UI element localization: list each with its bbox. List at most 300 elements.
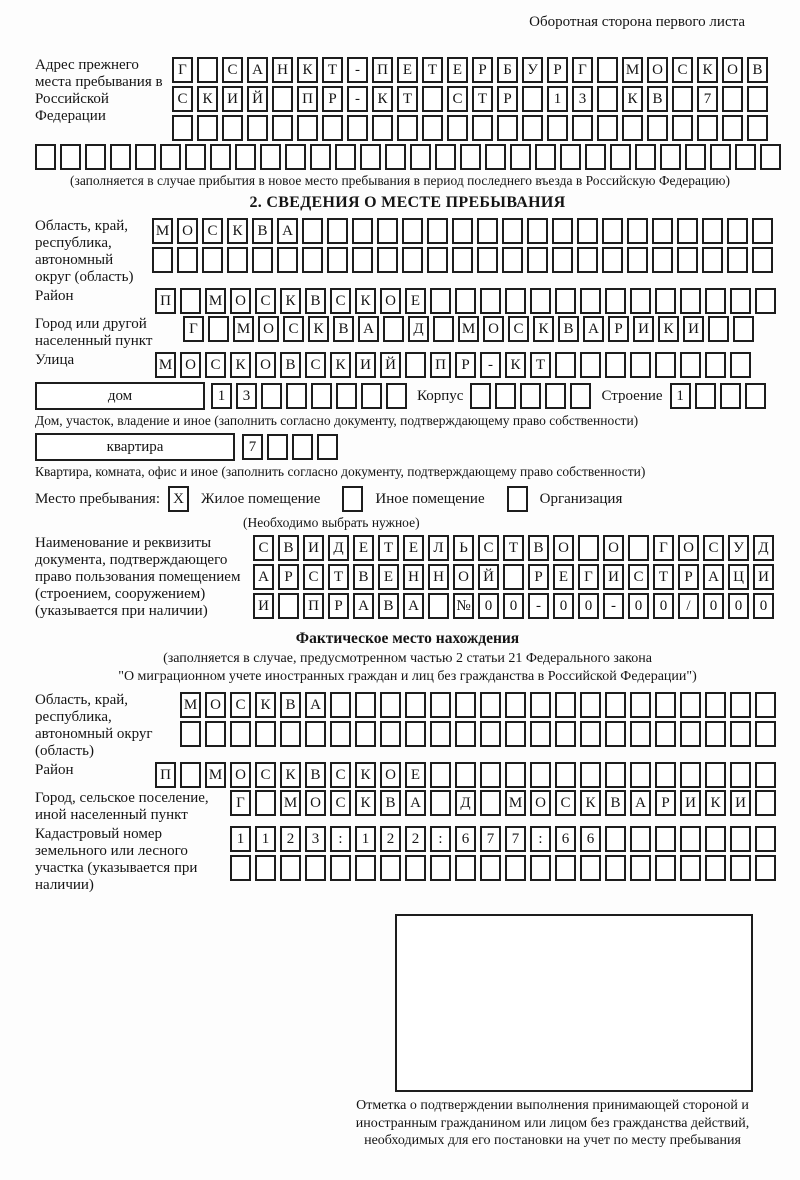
char-cell[interactable] [680, 288, 701, 314]
char-cell[interactable] [480, 790, 501, 816]
char-cell[interactable] [602, 247, 623, 273]
char-cell[interactable] [477, 247, 498, 273]
char-cell[interactable]: П [430, 352, 451, 378]
char-cell[interactable] [735, 144, 756, 170]
char-cell[interactable] [580, 692, 601, 718]
char-cell[interactable]: М [152, 218, 173, 244]
char-cell[interactable] [480, 288, 501, 314]
char-cell[interactable] [427, 247, 448, 273]
char-cell[interactable] [327, 218, 348, 244]
char-cell[interactable]: Р [655, 790, 676, 816]
char-cell[interactable] [545, 383, 566, 409]
char-cell[interactable] [680, 826, 701, 852]
char-cell[interactable]: В [747, 57, 768, 83]
char-cell[interactable] [430, 790, 451, 816]
char-cell[interactable] [360, 144, 381, 170]
char-cell[interactable] [730, 762, 751, 788]
char-cell[interactable] [680, 352, 701, 378]
char-cell[interactable] [280, 855, 301, 881]
char-cell[interactable]: С [628, 564, 649, 590]
char-cell[interactable] [597, 86, 618, 112]
char-cell[interactable]: К [705, 790, 726, 816]
char-cell[interactable]: К [355, 762, 376, 788]
char-cell[interactable]: М [505, 790, 526, 816]
char-cell[interactable]: А [277, 218, 298, 244]
char-cell[interactable] [502, 247, 523, 273]
char-cell[interactable] [560, 144, 581, 170]
char-cell[interactable] [722, 86, 743, 112]
char-cell[interactable]: С [508, 316, 529, 342]
char-cell[interactable] [261, 383, 282, 409]
char-cell[interactable] [605, 826, 626, 852]
char-cell[interactable] [505, 762, 526, 788]
char-cell[interactable]: С [222, 57, 243, 83]
char-cell[interactable] [547, 115, 568, 141]
char-cell[interactable]: М [155, 352, 176, 378]
char-cell[interactable] [180, 288, 201, 314]
char-cell[interactable] [630, 721, 651, 747]
char-cell[interactable] [185, 144, 206, 170]
char-cell[interactable] [628, 535, 649, 561]
char-cell[interactable] [622, 115, 643, 141]
char-cell[interactable] [330, 692, 351, 718]
char-cell[interactable]: 1 [211, 383, 232, 409]
char-cell[interactable] [422, 86, 443, 112]
char-cell[interactable]: К [280, 762, 301, 788]
char-cell[interactable] [647, 115, 668, 141]
char-cell[interactable] [722, 115, 743, 141]
char-cell[interactable] [135, 144, 156, 170]
char-cell[interactable] [361, 383, 382, 409]
char-cell[interactable]: Й [380, 352, 401, 378]
char-cell[interactable] [197, 57, 218, 83]
char-cell[interactable] [522, 86, 543, 112]
char-cell[interactable]: : [330, 826, 351, 852]
char-cell[interactable] [730, 692, 751, 718]
checkbox-other-premises[interactable] [342, 486, 363, 512]
char-cell[interactable]: Е [447, 57, 468, 83]
char-cell[interactable] [755, 855, 776, 881]
char-cell[interactable]: С [255, 288, 276, 314]
char-cell[interactable]: Т [472, 86, 493, 112]
char-cell[interactable] [577, 247, 598, 273]
char-cell[interactable] [677, 218, 698, 244]
char-cell[interactable] [222, 115, 243, 141]
char-cell[interactable] [655, 855, 676, 881]
char-cell[interactable] [347, 115, 368, 141]
apartment-type-cell[interactable]: квартира [35, 433, 235, 461]
char-cell[interactable]: Й [247, 86, 268, 112]
char-cell[interactable] [311, 383, 332, 409]
char-cell[interactable]: Т [397, 86, 418, 112]
char-cell[interactable] [277, 247, 298, 273]
char-cell[interactable] [747, 86, 768, 112]
char-cell[interactable] [455, 721, 476, 747]
char-cell[interactable] [530, 721, 551, 747]
char-cell[interactable] [430, 762, 451, 788]
char-cell[interactable] [730, 288, 751, 314]
char-cell[interactable] [172, 115, 193, 141]
char-cell[interactable]: А [253, 564, 274, 590]
char-cell[interactable] [660, 144, 681, 170]
char-cell[interactable] [680, 762, 701, 788]
char-cell[interactable]: В [305, 762, 326, 788]
char-cell[interactable]: И [680, 790, 701, 816]
char-cell[interactable]: С [555, 790, 576, 816]
char-cell[interactable] [497, 115, 518, 141]
char-cell[interactable] [255, 790, 276, 816]
char-cell[interactable] [630, 352, 651, 378]
char-cell[interactable]: Е [405, 288, 426, 314]
char-cell[interactable] [580, 855, 601, 881]
char-cell[interactable]: К [197, 86, 218, 112]
char-cell[interactable] [405, 855, 426, 881]
char-cell[interactable] [352, 218, 373, 244]
char-cell[interactable] [252, 247, 273, 273]
char-cell[interactable]: В [305, 288, 326, 314]
char-cell[interactable] [677, 247, 698, 273]
char-cell[interactable]: О [230, 762, 251, 788]
char-cell[interactable]: 7 [505, 826, 526, 852]
char-cell[interactable] [630, 762, 651, 788]
char-cell[interactable]: В [558, 316, 579, 342]
char-cell[interactable] [502, 218, 523, 244]
char-cell[interactable]: И [683, 316, 704, 342]
char-cell[interactable]: О [180, 352, 201, 378]
char-cell[interactable]: С [172, 86, 193, 112]
char-cell[interactable] [705, 762, 726, 788]
char-cell[interactable]: Т [422, 57, 443, 83]
char-cell[interactable] [610, 144, 631, 170]
char-cell[interactable] [302, 247, 323, 273]
char-cell[interactable] [336, 383, 357, 409]
char-cell[interactable] [760, 144, 781, 170]
char-cell[interactable]: И [303, 535, 324, 561]
char-cell[interactable]: А [403, 593, 424, 619]
char-cell[interactable] [208, 316, 229, 342]
char-cell[interactable] [427, 218, 448, 244]
char-cell[interactable]: - [603, 593, 624, 619]
char-cell[interactable] [655, 692, 676, 718]
char-cell[interactable]: М [280, 790, 301, 816]
char-cell[interactable] [705, 288, 726, 314]
char-cell[interactable] [330, 855, 351, 881]
char-cell[interactable]: С [330, 762, 351, 788]
char-cell[interactable] [292, 434, 313, 460]
char-cell[interactable] [510, 144, 531, 170]
char-cell[interactable] [755, 790, 776, 816]
char-cell[interactable]: А [305, 692, 326, 718]
char-cell[interactable]: 2 [405, 826, 426, 852]
char-cell[interactable]: Н [272, 57, 293, 83]
char-cell[interactable] [527, 218, 548, 244]
char-cell[interactable] [585, 144, 606, 170]
char-cell[interactable]: Ь [453, 535, 474, 561]
char-cell[interactable]: 0 [628, 593, 649, 619]
char-cell[interactable]: Т [653, 564, 674, 590]
char-cell[interactable] [278, 593, 299, 619]
char-cell[interactable]: П [297, 86, 318, 112]
char-cell[interactable]: Д [753, 535, 774, 561]
char-cell[interactable] [380, 721, 401, 747]
char-cell[interactable] [272, 86, 293, 112]
char-cell[interactable] [352, 247, 373, 273]
char-cell[interactable] [430, 692, 451, 718]
char-cell[interactable]: К [372, 86, 393, 112]
char-cell[interactable] [605, 352, 626, 378]
char-cell[interactable]: В [605, 790, 626, 816]
char-cell[interactable]: М [205, 762, 226, 788]
char-cell[interactable]: Й [478, 564, 499, 590]
char-cell[interactable]: И [253, 593, 274, 619]
char-cell[interactable]: К [255, 692, 276, 718]
char-cell[interactable]: К [330, 352, 351, 378]
char-cell[interactable] [605, 762, 626, 788]
char-cell[interactable] [727, 218, 748, 244]
char-cell[interactable] [580, 721, 601, 747]
char-cell[interactable] [202, 247, 223, 273]
char-cell[interactable]: П [303, 593, 324, 619]
char-cell[interactable]: Т [530, 352, 551, 378]
char-cell[interactable] [730, 352, 751, 378]
char-cell[interactable]: № [453, 593, 474, 619]
char-cell[interactable] [597, 115, 618, 141]
char-cell[interactable] [177, 247, 198, 273]
char-cell[interactable] [355, 692, 376, 718]
char-cell[interactable]: Р [455, 352, 476, 378]
char-cell[interactable]: О [722, 57, 743, 83]
char-cell[interactable] [455, 855, 476, 881]
char-cell[interactable] [522, 115, 543, 141]
char-cell[interactable] [755, 692, 776, 718]
char-cell[interactable] [672, 86, 693, 112]
char-cell[interactable]: О [647, 57, 668, 83]
char-cell[interactable] [383, 316, 404, 342]
char-cell[interactable] [455, 692, 476, 718]
char-cell[interactable] [477, 218, 498, 244]
char-cell[interactable]: О [255, 352, 276, 378]
char-cell[interactable]: 0 [753, 593, 774, 619]
char-cell[interactable] [552, 247, 573, 273]
char-cell[interactable] [480, 692, 501, 718]
char-cell[interactable] [255, 721, 276, 747]
char-cell[interactable]: 0 [503, 593, 524, 619]
char-cell[interactable]: 6 [555, 826, 576, 852]
char-cell[interactable]: А [583, 316, 604, 342]
char-cell[interactable] [380, 692, 401, 718]
char-cell[interactable] [555, 692, 576, 718]
char-cell[interactable]: У [728, 535, 749, 561]
char-cell[interactable]: В [380, 790, 401, 816]
char-cell[interactable] [377, 218, 398, 244]
char-cell[interactable]: В [280, 692, 301, 718]
char-cell[interactable]: К [355, 790, 376, 816]
char-cell[interactable] [705, 855, 726, 881]
char-cell[interactable]: 1 [355, 826, 376, 852]
char-cell[interactable]: 2 [380, 826, 401, 852]
char-cell[interactable]: 7 [242, 434, 263, 460]
char-cell[interactable]: В [378, 593, 399, 619]
char-cell[interactable]: - [528, 593, 549, 619]
char-cell[interactable] [755, 826, 776, 852]
char-cell[interactable] [470, 383, 491, 409]
char-cell[interactable] [380, 855, 401, 881]
char-cell[interactable]: К [280, 288, 301, 314]
char-cell[interactable] [402, 218, 423, 244]
char-cell[interactable]: М [205, 288, 226, 314]
char-cell[interactable]: 7 [697, 86, 718, 112]
char-cell[interactable] [655, 826, 676, 852]
char-cell[interactable]: У [522, 57, 543, 83]
char-cell[interactable]: Т [328, 564, 349, 590]
char-cell[interactable] [580, 352, 601, 378]
char-cell[interactable]: О [305, 790, 326, 816]
char-cell[interactable]: : [430, 826, 451, 852]
char-cell[interactable]: М [458, 316, 479, 342]
char-cell[interactable]: В [353, 564, 374, 590]
char-cell[interactable] [247, 115, 268, 141]
char-cell[interactable] [527, 247, 548, 273]
char-cell[interactable]: Р [322, 86, 343, 112]
char-cell[interactable]: 0 [578, 593, 599, 619]
char-cell[interactable]: С [305, 352, 326, 378]
char-cell[interactable]: 0 [728, 593, 749, 619]
char-cell[interactable] [627, 218, 648, 244]
char-cell[interactable]: 6 [455, 826, 476, 852]
char-cell[interactable] [530, 855, 551, 881]
char-cell[interactable]: И [753, 564, 774, 590]
char-cell[interactable] [60, 144, 81, 170]
char-cell[interactable] [627, 247, 648, 273]
char-cell[interactable]: М [622, 57, 643, 83]
char-cell[interactable]: 3 [236, 383, 257, 409]
char-cell[interactable] [495, 383, 516, 409]
char-cell[interactable] [455, 762, 476, 788]
char-cell[interactable]: Г [653, 535, 674, 561]
char-cell[interactable]: С [478, 535, 499, 561]
char-cell[interactable] [355, 721, 376, 747]
char-cell[interactable] [755, 762, 776, 788]
char-cell[interactable] [435, 144, 456, 170]
char-cell[interactable] [205, 721, 226, 747]
char-cell[interactable] [402, 247, 423, 273]
char-cell[interactable] [255, 855, 276, 881]
char-cell[interactable]: К [505, 352, 526, 378]
char-cell[interactable]: А [353, 593, 374, 619]
char-cell[interactable]: К [580, 790, 601, 816]
char-cell[interactable] [535, 144, 556, 170]
char-cell[interactable]: Т [503, 535, 524, 561]
char-cell[interactable] [405, 692, 426, 718]
char-cell[interactable] [397, 115, 418, 141]
char-cell[interactable] [460, 144, 481, 170]
char-cell[interactable] [452, 218, 473, 244]
char-cell[interactable] [485, 144, 506, 170]
char-cell[interactable] [272, 115, 293, 141]
char-cell[interactable] [505, 692, 526, 718]
char-cell[interactable] [705, 721, 726, 747]
char-cell[interactable] [180, 721, 201, 747]
char-cell[interactable] [210, 144, 231, 170]
char-cell[interactable] [35, 144, 56, 170]
char-cell[interactable]: С [303, 564, 324, 590]
char-cell[interactable]: Р [528, 564, 549, 590]
char-cell[interactable]: А [630, 790, 651, 816]
char-cell[interactable]: Г [578, 564, 599, 590]
char-cell[interactable]: Г [172, 57, 193, 83]
char-cell[interactable]: О [205, 692, 226, 718]
char-cell[interactable]: 0 [478, 593, 499, 619]
char-cell[interactable]: Ц [728, 564, 749, 590]
char-cell[interactable] [652, 218, 673, 244]
char-cell[interactable] [305, 855, 326, 881]
char-cell[interactable] [708, 316, 729, 342]
char-cell[interactable] [235, 144, 256, 170]
char-cell[interactable] [447, 115, 468, 141]
char-cell[interactable] [710, 144, 731, 170]
char-cell[interactable]: 1 [670, 383, 691, 409]
char-cell[interactable]: И [730, 790, 751, 816]
char-cell[interactable] [230, 721, 251, 747]
char-cell[interactable] [410, 144, 431, 170]
char-cell[interactable]: О [603, 535, 624, 561]
char-cell[interactable] [280, 721, 301, 747]
char-cell[interactable] [577, 218, 598, 244]
char-cell[interactable]: О [380, 762, 401, 788]
char-cell[interactable] [520, 383, 541, 409]
char-cell[interactable]: М [180, 692, 201, 718]
char-cell[interactable]: И [355, 352, 376, 378]
char-cell[interactable] [285, 144, 306, 170]
char-cell[interactable]: К [355, 288, 376, 314]
char-cell[interactable]: К [622, 86, 643, 112]
char-cell[interactable] [322, 115, 343, 141]
char-cell[interactable] [422, 115, 443, 141]
char-cell[interactable]: 1 [547, 86, 568, 112]
char-cell[interactable]: А [358, 316, 379, 342]
char-cell[interactable]: И [603, 564, 624, 590]
char-cell[interactable]: 3 [305, 826, 326, 852]
char-cell[interactable] [330, 721, 351, 747]
char-cell[interactable]: И [633, 316, 654, 342]
char-cell[interactable]: Р [547, 57, 568, 83]
char-cell[interactable] [260, 144, 281, 170]
char-cell[interactable]: С [283, 316, 304, 342]
char-cell[interactable] [605, 855, 626, 881]
char-cell[interactable] [405, 721, 426, 747]
char-cell[interactable] [602, 218, 623, 244]
char-cell[interactable] [680, 692, 701, 718]
char-cell[interactable] [430, 288, 451, 314]
char-cell[interactable]: И [222, 86, 243, 112]
char-cell[interactable] [385, 144, 406, 170]
char-cell[interactable] [160, 144, 181, 170]
char-cell[interactable]: Б [497, 57, 518, 83]
char-cell[interactable] [503, 564, 524, 590]
char-cell[interactable] [355, 855, 376, 881]
char-cell[interactable] [335, 144, 356, 170]
char-cell[interactable] [428, 593, 449, 619]
char-cell[interactable]: Т [378, 535, 399, 561]
char-cell[interactable] [505, 855, 526, 881]
char-cell[interactable]: Р [278, 564, 299, 590]
char-cell[interactable]: О [530, 790, 551, 816]
char-cell[interactable]: С [230, 692, 251, 718]
char-cell[interactable]: Е [378, 564, 399, 590]
char-cell[interactable]: С [672, 57, 693, 83]
char-cell[interactable] [297, 115, 318, 141]
char-cell[interactable] [305, 721, 326, 747]
